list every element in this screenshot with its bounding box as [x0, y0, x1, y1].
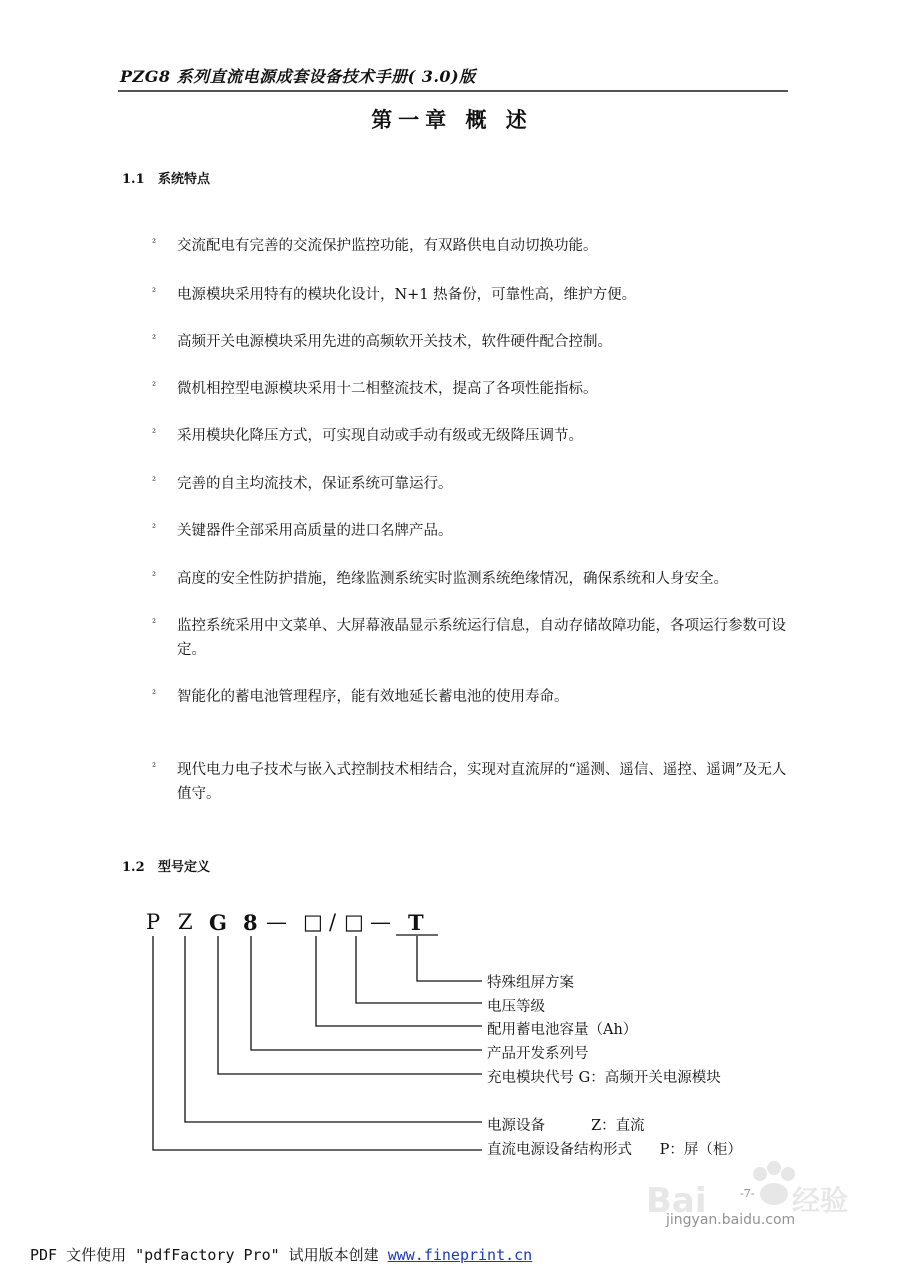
list-item: 智能化的蓄电池管理程序，能有效地延长蓄电池的使用寿命。 — [177, 689, 569, 705]
footer-link[interactable]: www.fineprint.cn — [387, 1246, 533, 1264]
leader-special — [417, 936, 482, 981]
pdf-footer — [30, 1244, 532, 1265]
list-item: 采用模块化降压方式，可实现自动或手动有级或无级降压调节。 — [177, 428, 583, 444]
list-item: 高频开关电源模块采用先进的高频软开关技术，软件硬件配合控制。 — [177, 334, 612, 350]
leader-series — [251, 936, 482, 1050]
code-slash: / — [329, 910, 337, 934]
label-power-equipment: 电源设备 Z：直流 — [487, 1118, 645, 1134]
code-dash: — — [266, 910, 287, 934]
leader-module — [218, 936, 482, 1074]
code-char-8: 8 — [243, 910, 258, 935]
label-voltage-level: 电压等级 — [487, 999, 545, 1015]
bullet-icon: ² — [152, 571, 157, 582]
watermark-url: jingyan.baidu.com — [666, 1212, 796, 1228]
leader-voltage — [356, 936, 482, 1003]
list-item: 微机相控型电源模块采用十二相整流技术，提高了各项性能指标。 — [177, 381, 598, 397]
page-number: -7- — [740, 1187, 755, 1200]
section-title: 系统特点 — [158, 172, 211, 187]
leader-structure — [153, 936, 482, 1150]
footer-text: PDF 文件使用 "pdfFactory Pro" 试用版本创建 — [30, 1246, 388, 1264]
section-number: 1.1 — [122, 172, 145, 187]
list-item: 电源模块采用特有的模块化设计，N+1 热备份，可靠性高，维护方便。 — [177, 287, 637, 303]
code-char-z: Z — [178, 910, 193, 934]
list-item: 关键器件全部采用高质量的进口名牌产品。 — [177, 523, 453, 539]
code-dash: — — [370, 910, 391, 934]
leader-power — [185, 936, 482, 1122]
svg-text:Bai: Bai — [646, 1181, 707, 1221]
label-battery-capacity: 配用蓄电池容量（Ah） — [487, 1022, 638, 1038]
bullet-icon: ² — [152, 762, 157, 773]
code-char-g: G — [209, 910, 227, 935]
list-item: 现代电力电子技术与嵌入式控制技术相结合，实现对直流屏的“遥测、遥信、遥控、遥调”及无人值守。 — [177, 762, 787, 802]
chapter-title: 第一章 概 述 — [371, 107, 533, 132]
svg-text:经验: 经验 — [792, 1184, 849, 1217]
section-number: 1.2 — [122, 860, 145, 875]
code-box-voltage: □ — [344, 910, 364, 934]
bullet-icon: ² — [152, 238, 157, 249]
section-title: 型号定义 — [158, 860, 211, 875]
list-item: 交流配电有完善的交流保护监控功能，有双路供电自动切换功能。 — [177, 238, 598, 254]
code-char-t: T — [408, 910, 424, 935]
bullet-icon: ² — [152, 689, 157, 700]
baidu-watermark-icon — [642, 1160, 852, 1250]
bullet-icon: ² — [152, 476, 157, 487]
bullet-icon: ² — [152, 428, 157, 439]
code-char-p: P — [146, 910, 161, 934]
bullet-icon: ² — [152, 618, 157, 629]
bullet-icon: ² — [152, 287, 157, 298]
label-special-scheme: 特殊组屏方案 — [487, 975, 574, 991]
header-title: PZG8 系列直流电源成套设备技术手册( 3.0)版 — [120, 67, 476, 86]
code-box-capacity: □ — [303, 910, 323, 934]
list-item: 高度的安全性防护措施，绝缘监测系统实时监测系统绝缘情况，确保系统和人身安全。 — [177, 571, 728, 587]
bullet-icon: ² — [152, 381, 157, 392]
bullet-icon: ² — [152, 523, 157, 534]
list-item: 监控系统采用中文菜单、大屏幕液晶显示系统运行信息，自动存储故障功能，各项运行参数可设定。 — [177, 618, 786, 658]
label-structure-form: 直流电源设备结构形式 P：屏（柜） — [487, 1142, 742, 1158]
label-charge-module: 充电模块代号 G：高频开关电源模块 — [487, 1070, 721, 1086]
list-item: 完善的自主均流技术，保证系统可靠运行。 — [177, 476, 453, 492]
label-series-number: 产品开发系列号 — [487, 1046, 589, 1062]
bullet-icon: ² — [152, 334, 157, 345]
